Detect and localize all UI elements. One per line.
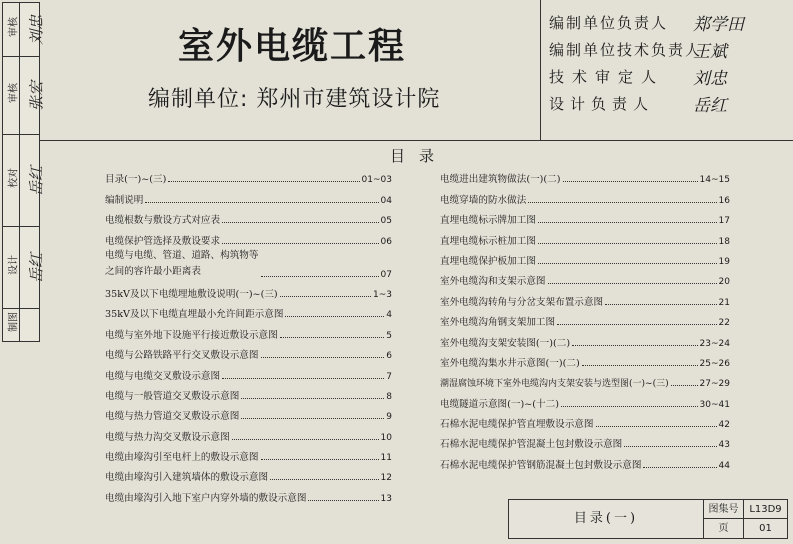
toc-entry-page: 16 xyxy=(718,195,730,206)
toc-entry-page: 10 xyxy=(380,432,392,443)
strip-cell xyxy=(3,135,46,227)
responsible-signature: 刘忠 xyxy=(693,69,727,89)
toc-entry-title: 直埋电缆保护板加工图 xyxy=(440,255,536,267)
toc-entry-page: 04 xyxy=(380,195,392,206)
toc-entry[interactable] xyxy=(440,308,730,328)
toc-entry-page: 44 xyxy=(718,460,730,471)
approval-strip xyxy=(2,2,46,342)
toc-entry-page: 4 xyxy=(386,310,392,321)
toc-entry-page: 6 xyxy=(386,351,392,362)
toc-entry-page: 19 xyxy=(718,256,730,267)
strip-signature: 刘忠 xyxy=(27,14,46,45)
toc-entry[interactable] xyxy=(440,165,730,185)
toc-entry[interactable] xyxy=(105,300,392,320)
toc-entry[interactable] xyxy=(440,226,730,246)
responsible-label: 编制单位负责人 xyxy=(549,14,669,32)
toc-entry-title: 电缆根数与敷设方式对应表 xyxy=(105,215,221,227)
toc-entry[interactable] xyxy=(105,382,392,402)
toc-left-column xyxy=(105,165,392,504)
atlas-number-value: L13D9 xyxy=(744,500,787,519)
toc-right-column xyxy=(440,165,730,471)
toc-entry[interactable] xyxy=(105,280,392,300)
toc-entry[interactable] xyxy=(105,341,392,361)
sheet-name: 目录(一) xyxy=(509,500,704,538)
toc-entry[interactable] xyxy=(105,422,392,442)
toc-entry-page: 18 xyxy=(718,236,730,247)
toc-entry-page: 8 xyxy=(386,391,392,402)
toc-entry-title: 电缆与热力管道交叉敷设示意图 xyxy=(105,411,240,423)
toc-entry-page: 21 xyxy=(718,297,730,308)
toc-entry[interactable] xyxy=(440,410,730,430)
toc-entry-page: 06 xyxy=(380,236,392,247)
strip-label: 审核 xyxy=(8,16,20,37)
strip-label: 审核 xyxy=(8,82,20,103)
toc-entry-page: 22 xyxy=(718,318,730,329)
toc-entry-title: 电缆与热力沟交叉敷设示意图 xyxy=(105,431,230,443)
responsible-signature: 王斌 xyxy=(693,42,727,62)
toc-entry-title: 室外电缆沟和支架示意图 xyxy=(440,276,546,288)
toc-entry-title: 石棉水泥电缆保护管钢筋混凝土包封敷设示意图 xyxy=(440,459,642,471)
toc-entry-title: 电缆由壕沟引入建筑墙体的敷设示意图 xyxy=(105,472,269,484)
toc-entry-page: 17 xyxy=(718,216,730,227)
toc-entry[interactable] xyxy=(440,450,730,470)
toc-entry[interactable] xyxy=(440,287,730,307)
toc-entry[interactable] xyxy=(440,389,730,409)
strip-cell xyxy=(3,3,46,57)
toc-entry[interactable] xyxy=(105,206,392,226)
toc-entry-title: 直埋电缆标示牌加工图 xyxy=(440,215,536,227)
strip-cell xyxy=(3,309,39,341)
toc-entry[interactable] xyxy=(440,267,730,287)
toc-entry-title: 直埋电缆标示桩加工图 xyxy=(440,235,536,247)
toc-entry[interactable] xyxy=(105,320,392,340)
strip-cell xyxy=(3,57,46,135)
strip-signature: 岳红 xyxy=(27,165,46,196)
toc-entry-title: 编制说明 xyxy=(105,194,144,206)
toc-entry-title: 室外电缆沟转角与分岔支架布置示意图 xyxy=(440,296,604,308)
toc-entry[interactable] xyxy=(440,206,730,226)
toc-entry-page: 27~29 xyxy=(699,379,730,390)
page-title: 室外电缆工程 xyxy=(178,26,407,67)
strip-cell xyxy=(3,227,46,309)
toc-entry-title: 电缆与公路铁路平行交叉敷设示意图 xyxy=(105,350,259,362)
title-block xyxy=(508,499,788,539)
toc-entry[interactable] xyxy=(105,165,392,185)
toc-entry-page: 1~3 xyxy=(373,289,392,300)
responsible-label: 设计负责人 xyxy=(549,95,655,113)
toc-entry-page: 12 xyxy=(380,473,392,484)
strip-label: 设计 xyxy=(8,254,20,275)
toc-entry-title: 电缆与电缆、管道、道路、构筑物等 xyxy=(105,249,259,261)
toc-entry-title: 室外电缆沟支架安装图(一)(二) xyxy=(440,337,571,349)
atlas-number-label: 图集号 xyxy=(704,500,744,519)
toc-entry-page: 11 xyxy=(380,453,392,464)
toc-entry[interactable] xyxy=(440,328,730,348)
toc-entry-title: 石棉水泥电缆保护管直埋敷设示意图 xyxy=(440,419,594,431)
toc-entry[interactable] xyxy=(105,361,392,381)
toc-entry[interactable] xyxy=(105,185,392,205)
responsible-label: 技术审定人 xyxy=(549,68,665,86)
responsible-signature: 岳红 xyxy=(693,96,727,116)
responsible-label: 编制单位技术负责人 xyxy=(549,41,703,59)
toc-entry-title: 电缆与电缆交叉敷设示意图 xyxy=(105,370,221,382)
page-label: 页 xyxy=(704,519,744,538)
toc-entry[interactable] xyxy=(440,185,730,205)
toc-entry-title: 电缆隧道示意图(一)~(十二) xyxy=(440,398,559,410)
toc-entry-page: 14~15 xyxy=(699,175,730,186)
toc-entry-page: 01~03 xyxy=(361,175,392,186)
toc-entry-page: 42 xyxy=(718,420,730,431)
strip-signature: 岳红 xyxy=(27,252,46,283)
toc-entry-title: 室外电缆沟集水井示意图(一)(二) xyxy=(440,357,580,369)
toc-heading: 目录 xyxy=(390,147,449,165)
responsible-row xyxy=(543,37,783,64)
toc-entry-page: 20 xyxy=(718,277,730,288)
toc-entry[interactable] xyxy=(105,483,392,503)
toc-entry-page: 5 xyxy=(386,330,392,341)
toc-entry-page: 7 xyxy=(386,371,392,382)
toc-entry-title: 室外电缆沟角钢支架加工图 xyxy=(440,317,556,329)
toc-entry-page: 25~26 xyxy=(699,358,730,369)
toc-entry-title: 35kV及以下电缆直埋最小允许间距示意图 xyxy=(105,309,284,321)
toc-entry-title-line2: 之间的容许最小距离表 xyxy=(105,265,201,277)
responsible-signature: 郑学田 xyxy=(693,15,744,35)
toc-entry[interactable] xyxy=(105,402,392,422)
toc-entry[interactable] xyxy=(440,430,730,450)
toc-entry-page: 13 xyxy=(380,493,392,504)
toc-entry-page: 9 xyxy=(386,412,392,423)
strip-label: 制图 xyxy=(8,312,20,332)
toc-entry-page: 43 xyxy=(718,440,730,451)
toc-entry-title: 电缆由壕沟引入地下室户内穿外墙的敷设示意图 xyxy=(105,492,307,504)
toc-entry[interactable] xyxy=(105,443,392,463)
toc-entry[interactable] xyxy=(440,247,730,267)
responsible-row xyxy=(543,64,783,91)
toc-entry-title: 潮湿腐蚀环境下室外电缆沟内支架安装与选型图(一)~(三) xyxy=(440,379,669,390)
toc-entry-title: 35kV及以下电缆埋地敷设说明(一)~(三) xyxy=(105,288,278,300)
toc-entry[interactable] xyxy=(105,463,392,483)
responsibles-block xyxy=(543,10,783,118)
toc-entry-title: 电缆穿墙的防水做法 xyxy=(440,194,527,206)
page-number: 01 xyxy=(759,523,772,534)
toc-entry-title: 电缆进出建筑物做法(一)(二) xyxy=(440,174,561,186)
toc-entry-title: 电缆保护管选择及敷设要求 xyxy=(105,235,221,247)
toc-entry-title: 石棉水泥电缆保护管混凝土包封敷设示意图 xyxy=(440,439,623,451)
toc-entry[interactable] xyxy=(440,349,730,369)
compiling-unit: 编制单位: 郑州市建筑设计院 xyxy=(148,87,441,112)
toc-entry[interactable] xyxy=(105,226,392,246)
toc-entry-title: 目录(一)~(三) xyxy=(105,174,167,186)
toc-entry-title: 电缆与一般管道交叉敷设示意图 xyxy=(105,390,240,402)
toc-entry-title: 电缆与室外地下设施平行接近敷设示意图 xyxy=(105,329,278,341)
toc-entry-page: 23~24 xyxy=(699,338,730,349)
strip-signature: 张宏 xyxy=(27,80,46,111)
toc-entry-page: 30~41 xyxy=(699,399,730,410)
toc-entry-page: 07 xyxy=(380,269,392,280)
responsible-row xyxy=(543,91,783,118)
toc-entry[interactable] xyxy=(440,369,730,389)
responsible-row xyxy=(543,10,783,37)
strip-label: 校对 xyxy=(8,167,20,188)
toc-entry-title: 电缆由壕沟引至电杆上的敷设示意图 xyxy=(105,452,259,464)
toc-entry[interactable] xyxy=(105,247,392,280)
toc-entry-page: 05 xyxy=(380,216,392,227)
